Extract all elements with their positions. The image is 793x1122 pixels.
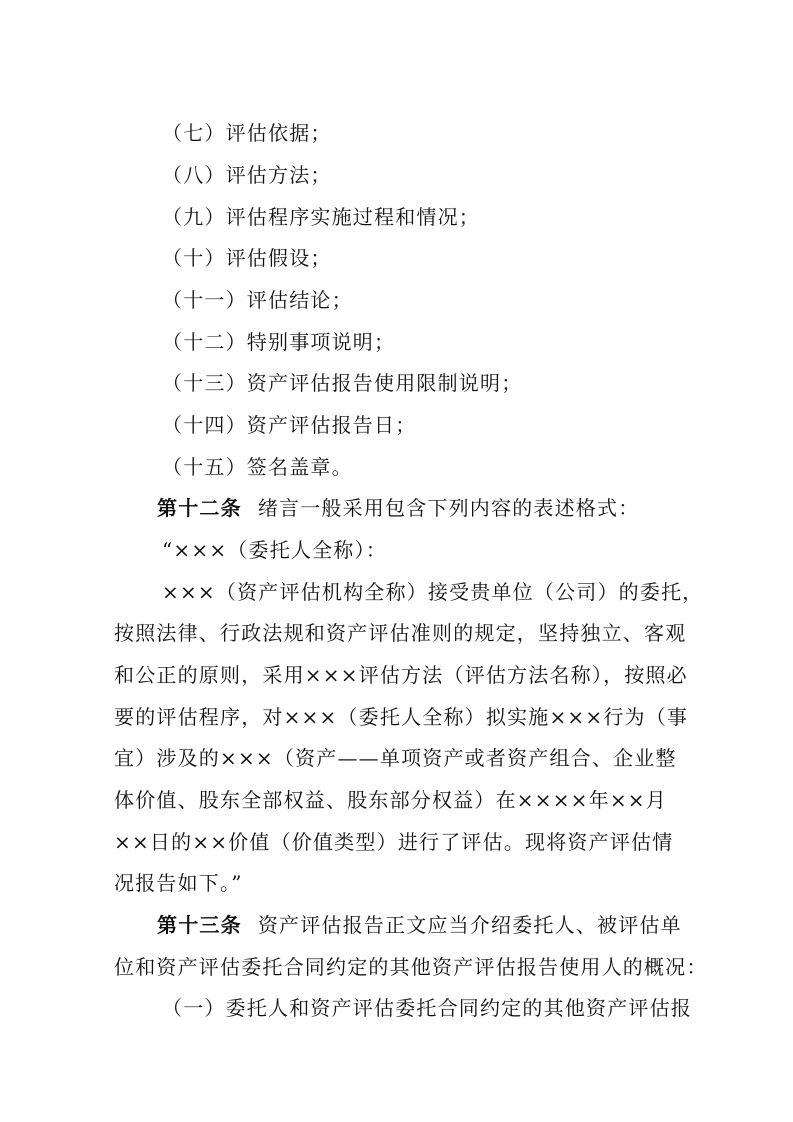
quote-line: 况报告如下。”: [114, 871, 243, 895]
list-item: （十一）评估结论；: [162, 288, 353, 312]
quote-line: “×××（委托人全称）：: [162, 538, 387, 562]
article-13-line: 位和资产评估委托合同约定的其他资产评估报告使用人的概况：: [114, 955, 708, 979]
quote-line: 要的评估程序，对×××（委托人全称）拟实施×××行为（事: [114, 705, 689, 729]
article-12-text: 绪言一般采用包含下列内容的表述格式：: [257, 496, 640, 520]
list-item: （十三）资产评估报告使用限制说明；: [162, 371, 523, 395]
list-item: （九）评估程序实施过程和情况；: [162, 205, 480, 229]
article-12-heading: 第十二条: [157, 496, 242, 520]
quote-line: 按照法律、行政法规和资产评估准则的规定，坚持独立、客观: [114, 621, 687, 645]
quote-line: 和公正的原则，采用×××评估方法（评估方法名称），按照必: [114, 663, 688, 687]
quote-line: 宜）涉及的×××（资产——单项资产或者资产组合、企业整: [114, 746, 677, 770]
article-13-paragraph: [157, 913, 682, 937]
quote-line: 体价值、股东全部权益、股东部分权益）在××××年××月: [114, 788, 667, 812]
list-item: （十五）签名盖章。: [162, 455, 353, 479]
list-item: （十二）特别事项说明；: [162, 330, 396, 354]
list-item: （七）评估依据；: [162, 121, 332, 145]
article-13-line: （一）委托人和资产评估委托合同约定的其他资产评估报: [162, 996, 692, 1020]
list-item: （八）评估方法；: [162, 163, 332, 187]
article-12-paragraph: [157, 496, 639, 520]
quote-line: ×××（资产评估机构全称）接受贵单位（公司）的委托，: [162, 580, 704, 604]
quote-line: ××日的××价值（价值类型）进行了评估。现将资产评估情: [114, 830, 674, 854]
list-item: （十）评估假设；: [162, 246, 332, 270]
article-13-heading: 第十三条: [157, 913, 242, 937]
list-item: （十四）资产评估报告日；: [162, 413, 417, 437]
article-13-text: 资产评估报告正文应当介绍委托人、被评估单: [257, 913, 682, 937]
